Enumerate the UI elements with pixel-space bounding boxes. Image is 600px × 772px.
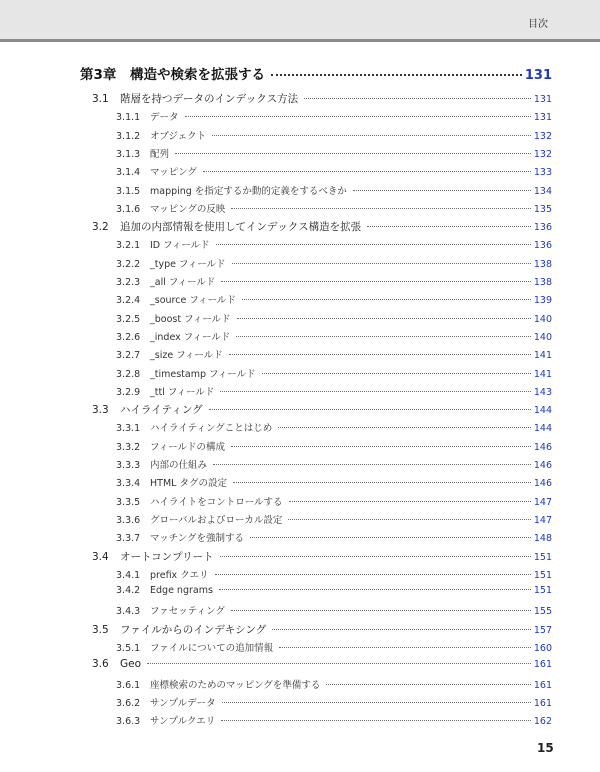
toc-page-link[interactable]: 155	[533, 606, 552, 618]
dot-leader	[185, 116, 531, 117]
toc-subsection-entry	[116, 274, 552, 288]
dot-leader	[229, 354, 531, 355]
toc-subsection-entry	[116, 420, 552, 434]
toc-entry-title: _ttl フィールド	[150, 386, 215, 398]
toc-entry-number: 3.6.2	[116, 697, 141, 709]
toc-entry-title: データ	[150, 112, 179, 124]
toc-section-entry	[92, 622, 552, 637]
toc-entry-number: 3.5	[92, 623, 109, 636]
toc-page-link[interactable]: 146	[533, 478, 552, 490]
toc-subsection-entry	[116, 512, 552, 526]
toc-entry-title: マッチングを強制する	[150, 533, 244, 545]
toc-entry-title: Edge ngrams	[150, 585, 213, 597]
toc-entry-number: 3.2.7	[116, 350, 141, 362]
toc-page-link[interactable]: 132	[533, 130, 552, 142]
toc-subsection-entry	[116, 183, 552, 197]
toc-subsection-entry	[116, 347, 552, 361]
toc-subsection-entry	[116, 128, 552, 142]
toc-page-link[interactable]: 140	[533, 331, 552, 343]
toc-subsection-entry	[116, 677, 552, 691]
toc-entry-title: ファイルについての追加情報	[150, 643, 274, 654]
toc-entry-title: ファセッティング	[150, 606, 225, 618]
toc-entry-title: _type フィールド	[150, 258, 226, 270]
toc-page-link[interactable]: 136	[533, 240, 552, 252]
toc-entry-number: 3.4	[92, 550, 109, 563]
toc-page-link[interactable]: 161	[533, 659, 552, 671]
toc-entry-number: 3.1.4	[116, 167, 141, 179]
dot-leader	[232, 263, 531, 264]
toc-page-link[interactable]: 162	[533, 716, 552, 728]
toc-entry-title: ID フィールド	[150, 240, 210, 252]
page-number: 15	[537, 741, 554, 755]
toc-entry-title: グローバルおよびローカル設定	[150, 514, 283, 526]
toc-entry-title: サンプルデータ	[150, 697, 216, 709]
dot-leader	[212, 135, 531, 136]
toc-entry-title: 階層を持つデータのインデックス方法	[120, 93, 299, 105]
toc-entry-number: 3.3.7	[116, 533, 141, 545]
toc-page-link[interactable]: 132	[533, 148, 552, 160]
toc-subsection-entry	[116, 439, 552, 453]
toc-page-link[interactable]: 146	[533, 460, 552, 471]
toc-subsection-entry	[116, 201, 552, 215]
toc-entry-number: 3.6.3	[116, 716, 141, 728]
toc-entry-number: 3.6	[92, 658, 109, 671]
toc-page-link[interactable]: 147	[533, 496, 552, 508]
dot-leader	[221, 720, 531, 721]
toc-entry-title: ファイルからのインデキシング	[120, 623, 267, 636]
toc-entry-title: _boost フィールド	[150, 313, 231, 325]
toc-entry-title: Geo	[120, 658, 142, 671]
toc-subsection-entry	[116, 603, 552, 617]
toc-entry-number: 3.5.1	[116, 643, 141, 654]
toc-entry-title: 追加の内部情報を使用してインデックス構造を拡張	[120, 221, 362, 234]
dot-leader	[209, 409, 531, 410]
toc-entry-number: 3.3.1	[116, 423, 141, 435]
dot-leader	[233, 482, 531, 483]
toc-entry-number: 3.1.6	[116, 203, 141, 215]
toc-page-link[interactable]: 131	[533, 94, 552, 105]
dot-leader	[203, 171, 531, 172]
toc-page-link[interactable]: 139	[533, 295, 552, 307]
toc-entry-number: 3.1.1	[116, 112, 141, 124]
toc-page-link[interactable]: 151	[533, 551, 552, 563]
toc-section-entry	[92, 219, 552, 234]
toc-subsection-entry	[116, 494, 552, 508]
toc-entry-number: 3.2	[92, 221, 109, 234]
toc-page-link[interactable]: 136	[533, 222, 552, 234]
dot-leader	[215, 574, 531, 575]
toc-entry-title: _index フィールド	[150, 331, 231, 343]
toc-entry-title: _all フィールド	[150, 277, 216, 288]
toc-entry-title: 内部の仕組み	[150, 460, 208, 471]
toc-entry-title: フィールドの構成	[150, 441, 226, 453]
toc-entry-title: 構造や検索を拡張する	[130, 67, 265, 83]
toc-entry-title: _size フィールド	[150, 350, 223, 362]
dot-leader	[242, 299, 531, 300]
toc-entry-title: マッピング	[150, 167, 197, 179]
toc-entry-title: オートコンプリート	[120, 550, 214, 563]
toc-page-link[interactable]: 133	[533, 167, 552, 179]
toc-subsection-entry	[116, 475, 552, 489]
dot-leader	[250, 537, 531, 538]
dot-leader	[213, 464, 531, 465]
toc-subsection-entry	[116, 366, 552, 380]
toc-entry-number: 3.2.3	[116, 277, 141, 288]
toc-page-link[interactable]: 146	[533, 441, 552, 453]
dot-leader	[231, 208, 530, 209]
dot-leader	[288, 519, 531, 520]
dot-leader	[279, 647, 531, 648]
toc-page-link[interactable]: 140	[533, 313, 552, 325]
toc-page-link[interactable]: 131	[533, 112, 552, 124]
toc-page-link[interactable]: 157	[533, 624, 552, 636]
toc-entry-title: ハイライティング	[120, 404, 203, 417]
toc-entry-number: 3.3.5	[116, 496, 141, 508]
toc-entry-number: 3.6.1	[116, 679, 141, 691]
toc-page-link[interactable]: 138	[533, 277, 552, 288]
toc-entry-title: _source フィールド	[150, 295, 236, 307]
dot-leader	[219, 589, 531, 590]
toc-section-entry	[92, 91, 552, 106]
toc-page-link[interactable]: 161	[533, 697, 552, 709]
toc-entry-number: 3.3.4	[116, 478, 141, 490]
toc-entry-title: サンプルクエリ	[150, 716, 216, 728]
header-rule	[0, 39, 600, 42]
dot-leader	[262, 373, 531, 374]
toc-subsection-entry	[116, 329, 552, 343]
toc-entry-number: 3.4.3	[116, 606, 141, 618]
dot-leader	[289, 501, 531, 502]
toc-entry-number: 3.2.2	[116, 258, 141, 270]
toc-page-link[interactable]: 135	[533, 203, 552, 215]
toc-entry-title: ハイライティングことはじめ	[150, 423, 273, 435]
toc-entry-number: 3.2.5	[116, 313, 141, 325]
toc-subsection-entry	[116, 292, 552, 306]
toc-section-entry	[92, 402, 552, 417]
dot-leader	[147, 663, 531, 664]
header-band	[0, 0, 600, 39]
toc-entry-title: _timestamp フィールド	[150, 368, 256, 380]
toc-page-link[interactable]: 143	[533, 386, 552, 398]
toc-subsection-entry	[116, 311, 552, 325]
toc-entry-number: 3.2.1	[116, 240, 141, 252]
toc-subsection-entry	[116, 640, 552, 654]
dot-leader	[216, 244, 531, 245]
dot-leader	[353, 190, 531, 191]
toc-entry-number: 3.3	[92, 404, 109, 417]
dot-leader	[326, 684, 530, 685]
dot-leader	[236, 336, 531, 337]
toc-section-entry	[92, 549, 552, 564]
toc-page-link[interactable]: 141	[533, 350, 552, 362]
toc-entry-number: 3.4.1	[116, 569, 141, 581]
toc-entry-number: 3.1.2	[116, 130, 141, 142]
dot-leader	[271, 74, 522, 76]
dot-leader	[220, 556, 531, 557]
toc-entry-number: 3.2.9	[116, 386, 141, 398]
toc-page-link[interactable]: 151	[533, 569, 552, 581]
toc-page-link[interactable]: 144	[533, 423, 552, 435]
toc-entry-title: prefix クエリ	[150, 569, 209, 581]
toc-subsection-entry	[116, 164, 552, 178]
toc-page-link[interactable]: 131	[524, 68, 552, 83]
toc-page-link[interactable]: 144	[533, 405, 552, 417]
dot-leader	[304, 98, 531, 99]
toc-entry-number: 3.1	[92, 93, 109, 105]
dot-leader	[278, 427, 531, 428]
toc-page-link[interactable]: 161	[533, 679, 552, 691]
toc-entry-number: 3.2.6	[116, 331, 141, 343]
dot-leader	[221, 281, 530, 282]
toc-entry-number: 3.2.4	[116, 295, 141, 307]
dot-leader	[231, 446, 531, 447]
toc-subsection-entry	[116, 237, 552, 251]
toc-page-link[interactable]: 160	[533, 643, 552, 654]
toc-subsection-entry	[116, 457, 552, 471]
toc-entry-title: 座標検索のためのマッピングを準備する	[150, 679, 321, 691]
dot-leader	[272, 629, 531, 630]
toc-entry-title: マッピングの反映	[150, 203, 226, 215]
toc-entry-number: 3.3.6	[116, 514, 141, 526]
toc-subsection-entry	[116, 713, 552, 727]
toc-entry-number: 3.3.2	[116, 441, 141, 453]
toc-entry-number: 3.4.2	[116, 585, 141, 597]
dot-leader	[222, 702, 531, 703]
toc-page-link[interactable]: 138	[533, 258, 552, 270]
toc-entry-number: 3.1.5	[116, 185, 141, 197]
toc-subsection-entry	[116, 530, 552, 544]
dot-leader	[367, 226, 531, 227]
toc-entry-title: オブジェクト	[150, 130, 207, 142]
toc-section-entry	[92, 658, 552, 670]
toc-chapter-entry	[80, 63, 552, 83]
toc-entry-number: 3.2.8	[116, 368, 141, 380]
toc-page-link[interactable]: 148	[533, 533, 552, 545]
toc-subsection-entry	[116, 567, 552, 581]
toc-subsection-entry	[116, 695, 552, 709]
toc-entry-number: 3.3.3	[116, 460, 141, 471]
dot-leader	[231, 610, 531, 611]
toc-entry-title: ハイライトをコントロールする	[150, 496, 283, 508]
toc-page-link[interactable]: 151	[533, 585, 552, 597]
toc-subsection-entry	[116, 384, 552, 398]
dot-leader	[220, 391, 530, 392]
toc-entry-title: HTML タグの設定	[150, 478, 227, 490]
dot-leader	[175, 153, 531, 154]
dot-leader	[237, 318, 531, 319]
toc-entry-number: 3.1.3	[116, 148, 141, 160]
toc-entry-number: 第3章	[80, 67, 117, 83]
toc-subsection-entry	[116, 109, 552, 123]
toc-subsection-entry	[116, 146, 552, 160]
toc-entry-title: mapping を指定するか動的定義をするべきか	[150, 185, 347, 197]
toc-subsection-entry	[116, 256, 552, 270]
running-head: 目次	[528, 19, 548, 30]
toc-page-link[interactable]: 147	[533, 514, 552, 526]
toc-page-link[interactable]: 141	[533, 368, 552, 380]
toc-subsection-entry	[116, 585, 552, 596]
toc-page-link[interactable]: 134	[533, 185, 552, 197]
toc-entry-title: 配列	[150, 148, 170, 160]
